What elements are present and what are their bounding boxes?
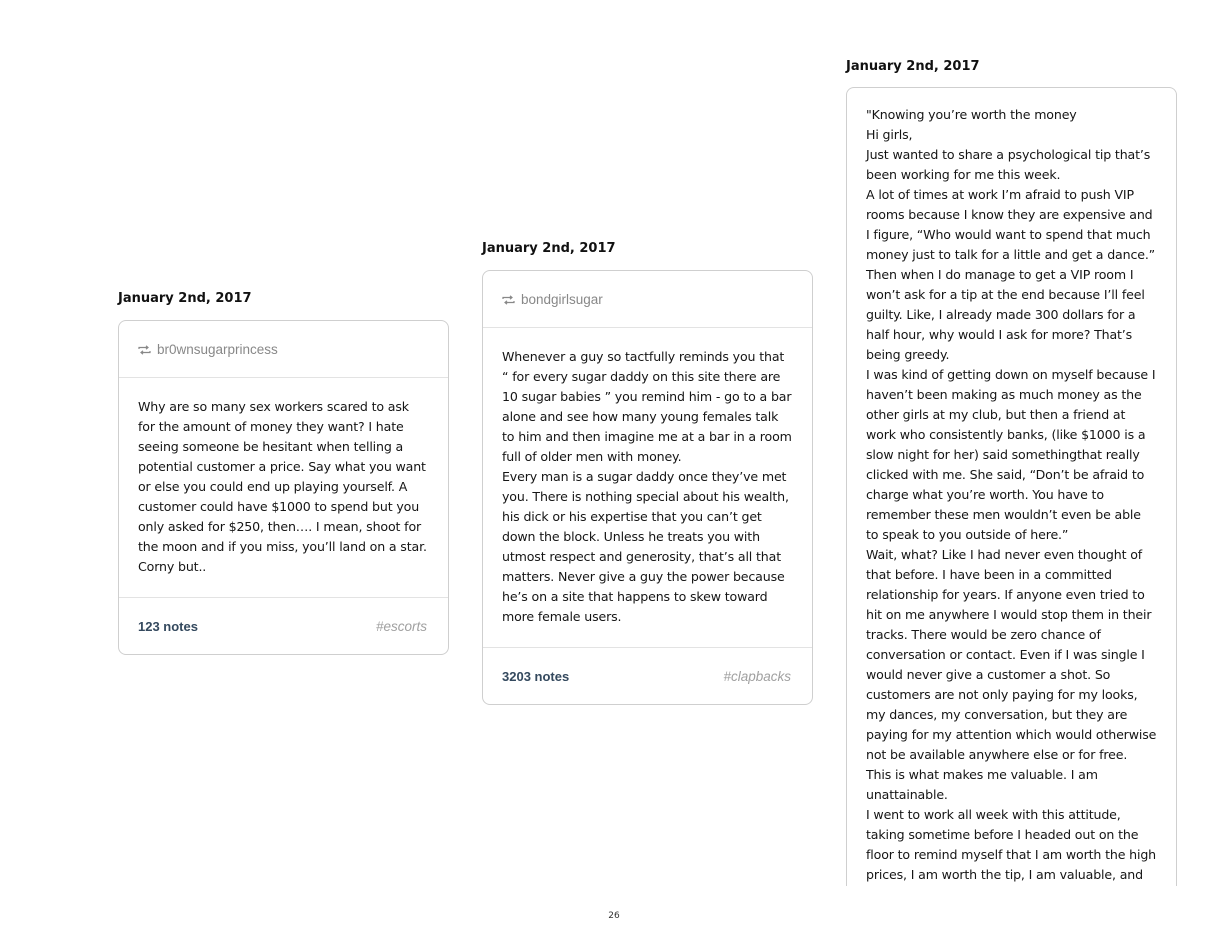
post-text: Why are so many sex workers scared to ask for the amount of money they want? I hate seeing someone be hesitant when telling a potential customer a price. Say what you want or else you could end up playing yourself. A customer could have $1000 to spend but you only asked for $250, then…. I mean, shoot for the moon and if you miss, you’ll land on a star. Corny but..	[138, 399, 427, 574]
post-body	[119, 378, 448, 597]
reblog-icon	[502, 295, 515, 305]
post-date: January 2nd, 2017	[846, 59, 980, 74]
post-text: Every man is a sugar daddy once they’ve met you. There is nothing special about his wealth, his dick or his expertise that you can’t get down the block. Unless he treats you with utmost respect and generosity, that’s all that matters. Never give a guy the power because he’s on a site that happens to skew toward more female users.	[502, 469, 789, 624]
post-tag[interactable]: #clapbacks	[723, 668, 791, 684]
post-text: Whenever a guy so tactfully reminds you that “ for every sugar daddy on this site there are 10 sugar babies ” you remind him - go to a bar alone and see how many young females talk to him and then imagine me at a bar in a room full of older men with money.	[502, 349, 792, 464]
post-column-2	[482, 240, 813, 710]
post-column-3	[846, 58, 1177, 888]
post-text: Hi girls,	[866, 127, 913, 142]
notes-count[interactable]: 123 notes	[138, 618, 198, 634]
post-text: A lot of times at work I’m afraid to push VIP rooms because I know they are expensive and I figure, “Who would want to spend that much money just to talk for a little and get a dance.” Then when I do manage to get a VIP room I won’t ask for a tip at the end because I’ll feel guilty. Like, I already made 300 dollars for a half hour, why would I ask for more? That’s being greedy.	[866, 187, 1156, 362]
page-number: 26	[608, 911, 620, 921]
post-card	[118, 320, 449, 655]
post-text: This is what makes me valuable. I am unattainable.	[866, 767, 1098, 802]
post-body	[483, 328, 812, 647]
post-date: January 2nd, 2017	[482, 241, 616, 256]
post-date: January 2nd, 2017	[118, 291, 252, 306]
post-text: "Knowing you’re worth the money	[866, 107, 1077, 122]
post-body	[847, 88, 1176, 886]
post-column-1	[118, 290, 449, 660]
post-text: I went to work all week with this attitude, taking sometime before I headed out on the floor to remind myself that I am worth the high prices, I am worth the tip, I am valuable, and	[866, 807, 1156, 882]
post-footer	[483, 647, 812, 704]
post-tag[interactable]: #escorts	[375, 618, 427, 634]
post-card	[846, 87, 1177, 886]
post-card	[482, 270, 813, 705]
post-header	[483, 271, 812, 328]
post-text: Wait, what? Like I had never even thought of that before. I have been in a committed relationship for years. If anyone even tried to hit on me anywhere I would stop them in their tracks. There would be zero chance of conversation or contact. Even if I was single I would never give a customer a shot. So customers are not only paying for my looks, my dances, my conversation, but they are paying for my attention which would otherwise not be available anywhere else or for free.	[866, 547, 1157, 762]
post-footer	[119, 597, 448, 654]
post-username[interactable]: bondgirlsugar	[521, 291, 603, 307]
reblog-icon	[138, 345, 151, 355]
notes-count[interactable]: 3203 notes	[502, 668, 570, 684]
post-text: I was kind of getting down on myself because I haven’t been making as much money as the other girls at my club, but then a friend at work who consistently banks, (like $1000 is a slow night for her) said somethingthat really clicked with me. She said, “Don’t be afraid to charge what you’re worth. You have to remember these men wouldn’t even be able to speak to you outside of here.”	[866, 367, 1156, 542]
post-text: Just wanted to share a psychological tip that’s been working for me this week.	[866, 147, 1151, 182]
post-header	[119, 321, 448, 378]
post-username[interactable]: br0wnsugarprincess	[157, 341, 278, 357]
